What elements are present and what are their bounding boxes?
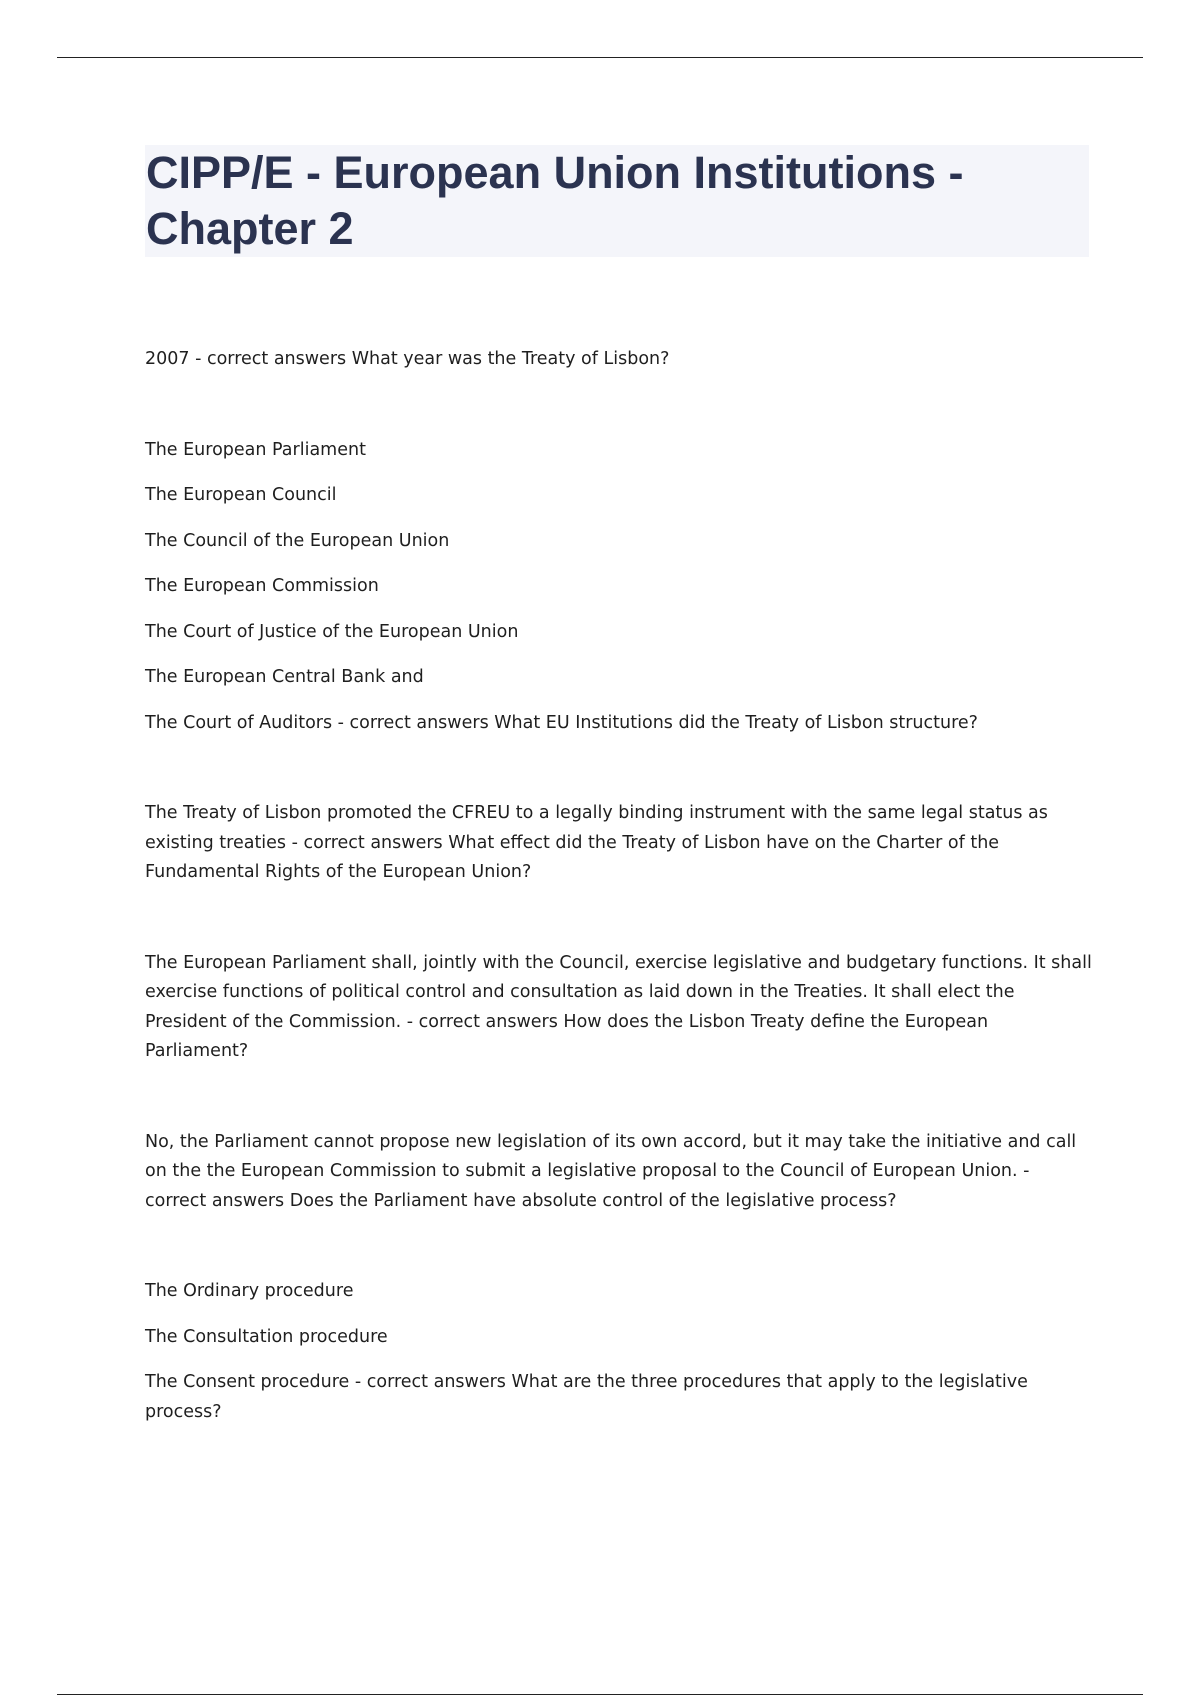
card-line: The European Commission [145,576,379,596]
top-rule [57,57,1143,58]
card-line: The Consultation procedure [145,1326,388,1347]
card-line: The Court of Justice of the European Union [145,621,519,642]
bottom-rule [57,1694,1143,1695]
card-line: No, the Parliament cannot propose new legislation of its own accord, but it may take the initiative and call on the the European Commission to submit a legislative proposal to the Council of European Union. - correct answers Does the Parliament have absolute control of the legislative process? [145,1131,1077,1211]
title-banner [145,145,1089,257]
flashcard-5 [145,1128,1095,1217]
card-line: 2007 - correct answers What year was the Treaty of Lisbon? [145,349,670,369]
flashcard-list [145,345,1095,1488]
card-line: The Treaty of Lisbon promoted the CFREU to a legally binding instrument with the same legal status as existing treaties - correct answers What effect did the Treaty of Lisbon have on the Charter of the Fundamental Rights of the European Union? [145,803,1048,882]
card-line: The European Central Bank and [145,667,424,687]
card-line: The European Parliament shall, jointly with the Council, exercise legislative and budgetary functions. It shall exercise functions of political control and consultation as laid down in the Treaties. It shall elect the President of the Commission. - correct answers How does the Lisbon Treaty define the European Parliament? [145,952,1092,1061]
flashcard-3 [145,799,1095,888]
card-line: The European Council [145,485,337,505]
title-line-1: CIPP/E - European Union Institutions - [146,147,964,198]
document-title [146,145,1089,257]
card-line: The Ordinary procedure [145,1281,354,1301]
card-line: The Consent procedure - correct answers What are the three procedures that apply to the legislative process? [145,1372,1028,1422]
flashcard-2 [145,436,1095,739]
title-line-2: Chapter 2 [146,203,354,254]
card-line: The Council of the European Union [145,530,450,551]
flashcard-1 [145,345,1095,375]
card-line: The European Parliament [145,439,366,460]
flashcard-6 [145,1277,1095,1427]
flashcard-4 [145,949,1095,1067]
card-line: The Court of Auditors - correct answers What EU Institutions did the Treaty of Lisbon structure? [145,712,978,733]
